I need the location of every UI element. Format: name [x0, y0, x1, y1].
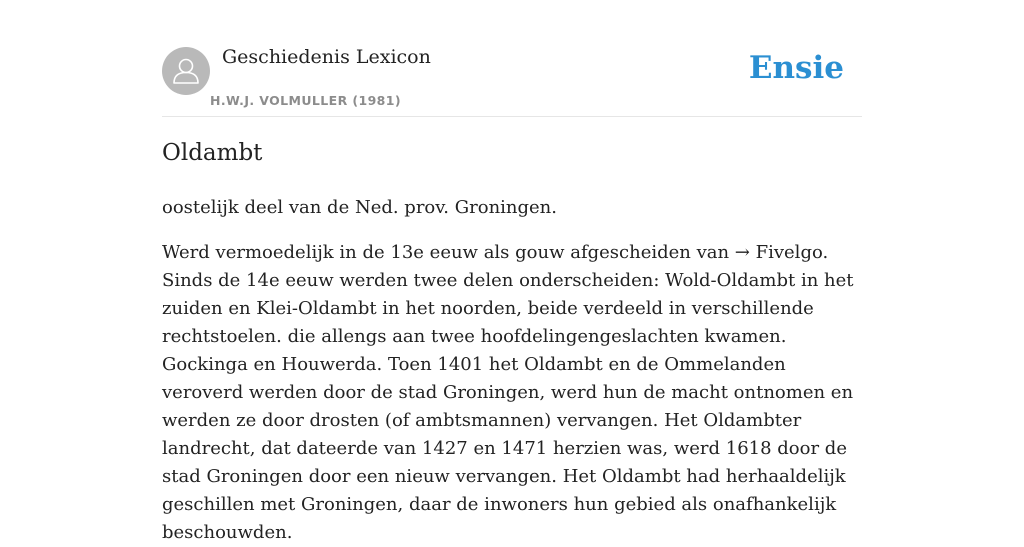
- entry-lead: oostelijk deel van de Ned. prov. Groningen.: [162, 197, 557, 218]
- page-header: [162, 46, 862, 117]
- entry-body: Werd vermoedelijk in de 13e eeuw als gouw afgescheiden van → Fivelgo. Sinds de 14e eeuw werden twee delen onderscheiden: Wold-Oldambt in het zuiden en Klei-Oldambt in het noorden, beide verdeeld in verschillende rechtstoelen. die allengs aan twee hoofdelingengeslachten kwamen. Gockinga en Houwerda. Toen 1401 het Oldambt en de Ommelanden veroverd werden door de stad Groningen, werd hun de macht ontnomen en werden ze door drosten (of ambtsmannen) vervangen. Het Oldambter landrecht, dat dateerde van 1427 en 1471 herzien was, werd 1618 door de stad Groningen door een nieuw vervangen. Het Oldambt had herhaaldelijk geschillen met Groningen, daar de inwoners hun gebied als onafhankelijk beschouwden.: [162, 242, 854, 543]
- author-byline[interactable]: H.W.J. VOLMULLER (1981): [210, 93, 401, 108]
- user-icon: [162, 47, 210, 95]
- ensie-logo[interactable]: Ensie: [748, 50, 844, 86]
- entry-title: Oldambt: [162, 140, 263, 166]
- lexicon-title[interactable]: Geschiedenis Lexicon: [222, 46, 431, 68]
- avatar[interactable]: [162, 47, 210, 95]
